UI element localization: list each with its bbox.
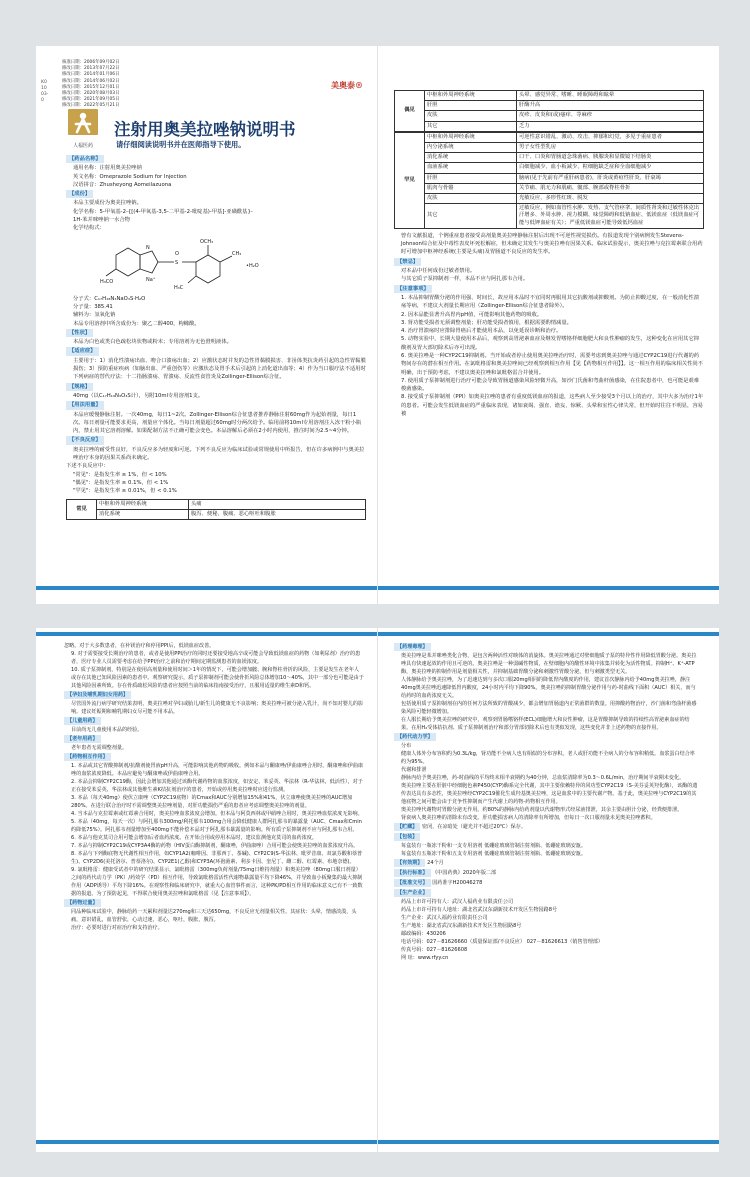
system-cell: 中枢和外周神经系统	[425, 91, 517, 101]
system-cell: 其它	[425, 204, 517, 229]
chem-label-water: •H₂O	[246, 262, 259, 269]
interaction-item: 1. 本品或其它胃酸抑制剂/抗酸剂使胃液pH升高，可能影响其他药物的吸收。例如本品与酮康唑/伊曲康唑合用时，酮康唑和伊曲康唑的血浆浓度降低。本品应避免与酮康唑或伊曲康唑合用。	[71, 763, 364, 777]
caution-line: 忽略。对于大多数患者，在补镁治疗和停用PPI后，低镁血症改善。	[64, 643, 215, 649]
chemical-structure-diagram	[96, 235, 296, 293]
revision-line: 修改日期：2021年09月05日	[62, 97, 120, 103]
section-heading: 【药品名称】	[66, 155, 104, 163]
freq-cell: 常见	[67, 499, 97, 519]
interaction-item: 5. 本品（40mg，每天一次）与阿扎那韦300mg/利托那韦100mg合用会降低健康人群阿扎那韦的暴露量（AUC、Cmax和Cmin约降低75%）。阿扎那韦剂量增加至400mg不能补偿本品对于阿扎那韦暴露量的影响。所有质子泵抑制剂不应与阿扎那韦合用。	[71, 819, 362, 833]
mfr-line: 药品上市许可持有人：武汉人福药业有限责任公司	[401, 899, 514, 905]
effect-cell: 光敏反应、多形性红斑、脱发	[517, 194, 704, 204]
section-heading: 【规格】	[66, 383, 93, 391]
page2-body	[394, 90, 704, 418]
mfr-line: 传真号码：027－81626608	[401, 947, 468, 953]
section-heading: 【儿童用药】	[64, 717, 101, 725]
table-row	[395, 153, 704, 163]
section-heading: 【贮藏】	[394, 823, 420, 831]
system-cell: 中枢和外周神经系统	[425, 132, 517, 142]
name-line: 汉语拼音：Zhusheyong Aomeilazuona	[73, 181, 172, 188]
formula-line: 辅料为：氢氧化钠	[73, 312, 116, 319]
section-heading: 【性状】	[66, 329, 93, 337]
ingredient-line: 本品主要成份为奥美拉唑钠。	[73, 200, 142, 207]
pk-item: 肾衰病人奥美拉唑的清除未有改变。肝功能损害病人的清除率有所增加，但每日一次口服剂量未见奥美拉唑蓄积。	[401, 815, 656, 821]
pharm-para: 在人服长期给予奥美拉唑的研究中，观察到胃肠嗜铬样(ECL)细胞增大和良性肿瘤，这是胃酸抑制导致的持续性高胃泌素血症的结果。在用H₂受体拮抗剂、质子泵抑制剂治疗和部分胃部切除术后也有类似发现，这些变化并非上述药物的直接作用。	[401, 717, 690, 731]
insert-panel-1	[36, 46, 377, 604]
pk-item: 奥美拉唑代谢物对胃酸分泌无作用。约80%的静脉内给药剂量以代谢物形式经尿液排泄，其余主要由胆汁分泌，经粪便排泄。	[401, 807, 683, 813]
ingredient-line: 1H-苯并咪唑钠一水合物	[73, 217, 130, 224]
table-row	[67, 509, 366, 519]
mfr-line: 药品上市许可持有人地址：湖北省武汉东湖新技术开发区生物园路8号	[401, 907, 558, 913]
chem-label-h3c: H₃C	[174, 284, 184, 291]
company-logo-text: 人福医药	[72, 143, 93, 149]
interaction-item: 7. 本品与抑制CYP2C19或CYP3A4酶的药物（HIV蛋白酶抑制剂，酮康唑，伊曲康唑）合用可能会使奥美拉唑的血浆浓度升高。	[71, 843, 359, 849]
pharm-para: 包括使用质子泵抑制剂在内的任何方法所致的胃酸减少，都会增加胃肠道内正常菌群的数量。用抑酸药物治疗，沙门菌和弯曲杆菌感染风险可能轻微增加。	[401, 701, 697, 715]
footer-band	[378, 586, 719, 590]
overdose-text: 同品种临床试验中，静脉给药一天累积剂量达270mg和三天达650mg，不良反应无剂量相关性。其症状：头晕，情感淡漠，头痛，意识错乱，血管舒张，心动过速，恶心，呕吐，腹胀，腹泻。	[71, 909, 357, 923]
effect-cell: 乏力	[517, 121, 704, 131]
adverse-table-rare	[394, 132, 704, 229]
chem-label-h3co: H₃CO	[100, 278, 114, 285]
pregnancy-text: 尽管国外流行病学研究结果表明，奥美拉唑对孕妇或胎儿/新生儿的健康无不良影响；奥美拉唑可被分泌入乳汁，尚不知对婴儿的影响。建议妊娠期和哺乳期妇女尽可能不用本品。	[71, 701, 364, 715]
contra-line: 与其它质子泵抑制剂一样，本品不应与阿扎那韦合用。	[401, 276, 529, 283]
page4-body	[394, 642, 699, 962]
system-cell: 皮肤	[425, 111, 517, 121]
brand-mark: 美奥泰®	[331, 80, 363, 90]
interaction-item: 8. 本品与下列酶底物无代谢性相互作用，如CYP1A2(咖啡因、非那西丁、茶碱)、CYP2C9(S-华法林、吡罗昔康、双氯芬酸和萘普生)、CYP2D6(美托洛尔、普萘洛尔)、CYP2E1(乙醇)和CYP3A(环孢菌素、利多卡因、奎尼丁、雌二醇、红霉素、布地奈德)。	[71, 851, 363, 865]
revision-line: 修改日期：2014年01月06日	[62, 72, 120, 78]
pk-item: 静脉内给予奥美拉唑，药-时曲线的平均终末相半衰期约为40分钟，总血浆清除率为0.3～0.6L/min，治疗期间半衰期未变化。	[401, 775, 685, 781]
system-cell: 其它	[425, 121, 517, 131]
table-row	[395, 143, 704, 153]
caution-item: 2. 因本品能显著升高胃内pH值，可能影响其他药物的吸收。	[401, 311, 543, 318]
table-row	[395, 132, 704, 142]
pharm-para: 奥美拉唑是苯并咪唑类化合物，是包含两种活性对映体的消旋体。奥美拉唑通过对壁细胞质子泵的特异性作用降低胃酸分泌。奥美拉唑具有快速起效的作用且可逆的。奥美拉唑是一种弱碱性物质，在壁细胞内的酸性环境中浓集并转化为活性物质。抑制H⁺、K⁺-ATP酶，奥美拉唑的抑制作用是剂量相关性，并抑制基础胃酸分泌和刺激性胃酸分泌，但与刺激类型无关。	[401, 653, 697, 675]
person-logo-icon	[66, 108, 100, 138]
pyridine-ring	[196, 255, 220, 283]
pk-item: 代谢和排泄	[401, 767, 427, 773]
section-heading: 【生产企业】	[394, 889, 431, 897]
table-row	[395, 91, 704, 101]
revision-line: 核准日期：2006年09月02日	[62, 60, 120, 65]
ingredient-line: 化学结构式：	[73, 225, 105, 232]
pack-line: 每盒装有五瓶冻干粉和五支专用溶剂 低硼硅玻璃管制注射剂瓶、低硼硅玻璃安瓿。	[401, 851, 586, 857]
system-cell: 肌肉与骨骼	[425, 183, 517, 193]
effect-cell: 肝酶升高	[517, 101, 704, 111]
caution-item: 5. 动物实验中，长期大量使用本品后，观察到高胃泌素血症及继发胃嗜铬样细胞肥大和良性肿瘤的发生，这种变化在应用其它抑酸剂及胃大部切除术后亦可出现。	[401, 336, 700, 351]
effect-cell: 过敏反应，例如血管性水肿、发热、支气管痉挛、间质性肾炎和过敏性休克出汗增多、外周水肿、视力模糊、味觉障碍和低钠血症、低镁血症（低镁血症可能与低钾血症有关）；严重低镁血症可能导致低钙血症	[517, 204, 704, 229]
mfr-line: 邮政编码：430206	[401, 931, 446, 937]
mfr-line: 生产地址：湖北省武汉东湖新技术开发区生物园路8号	[401, 923, 522, 929]
system-cell: 血液系统	[425, 163, 517, 173]
usage-text: 本品应缓慢静脉注射。一次40mg，每日1~2次。Zollinger-Ellison综合征患者推荐静脉注射60mg作为起始剂量，每日1次。每日剂量可能要求更高，剂量应个体化。当每日剂量超过60mg时分两次给予。临用前将10ml专用溶剂注入冻干粉小瓶内，禁止用其它溶剂溶解。如果配制方法不正确可能会变色。本品溶解后必须在2小时内使用，推注时间为2.5~4分钟。	[73, 411, 362, 435]
table-row	[395, 194, 704, 204]
section-heading: 【孕妇及哺乳期妇女用药】	[64, 691, 131, 699]
benzene-ring	[116, 248, 140, 276]
pk-item: 健康人体外分布容积约为0.3L/kg，肾功能不全病人也有相似的分布容积。老人或肝功能不全病人的分布容积稍低。血浆蛋白结合率约为95%。	[401, 751, 695, 765]
mfr-line: 网 址：www.rfyy.cn	[401, 955, 449, 961]
spec-text: 40mg（以C₁₇H₁₉N₃O₃S计），另附10ml专用溶剂1支。	[73, 392, 204, 399]
revision-line: 修改日期：2015年12月01日	[62, 84, 120, 90]
system-cell: 肝胆	[425, 173, 517, 183]
section-heading: 【药物过量】	[64, 899, 101, 907]
pk-item: 分布	[401, 743, 412, 749]
mfr-line: 生产企业：武汉人福药业有限责任公司	[401, 915, 488, 921]
section-heading: 【适应症】	[66, 347, 99, 355]
table-row	[395, 173, 704, 183]
system-cell: 中枢和外周神经系统	[97, 499, 189, 509]
formula-lines	[66, 295, 366, 328]
after-table-text: 曾有文献报道，个例重症患者接受高剂量奥美拉唑静脉注射后出现不可逆性视觉损伤。有报道发现个别病例发生Stevens-Johnson综合征及中毒性表皮坏死松解症，但未确定其发生与奥美拉唑有因果关系。临床试验提示，奥美拉唑与克拉霉素联合用药时可增加中枢神经系统(主要是头痛)及胃肠道不良反应的发生率。	[401, 232, 703, 256]
section-heading: 【药代动力学】	[394, 733, 436, 741]
name-line: 通用名称：注射用奥美拉唑钠	[73, 165, 142, 172]
effect-cell: 关节痛、肌无力和肌痛，髋部、腕部或脊柱骨折	[517, 183, 704, 193]
system-cell: 消化系统	[97, 509, 189, 519]
insert-panel-2	[378, 46, 719, 604]
effect-cell: 脑病(见于先前有严重肝病患者)，肝炎或黄疸性肝炎、肝衰竭	[517, 173, 704, 183]
name-lines	[66, 164, 366, 189]
effect-cell: 男子女性型乳房	[517, 143, 704, 153]
page1-body	[66, 154, 366, 520]
interaction-item: 6. 本品与他克莫司合用可能会增加后者血药浓度。在开始合用或停用本品时，建议监测他克莫司的血药浓度。	[71, 835, 317, 841]
chem-label-o: O	[175, 250, 179, 257]
section-heading: 【执行标准】	[394, 869, 431, 877]
storage-text: 密闭，在凉暗处（避光并不超过20℃）保存。	[422, 824, 526, 830]
header-band	[378, 632, 719, 636]
adverse-text: 奥美拉唑的耐受性良好，不良反应多为轻度和可逆。下列不良反应为临床试验或常规使用中所报告，但在许多病例中与奥美拉唑治疗本身的因果关系尚未确定。	[73, 446, 365, 462]
footer-band	[36, 586, 377, 590]
table-row	[395, 204, 704, 229]
effect-cell: 口干、口炎和胃肠道念珠菌病、胰腺炎和显微镜下结肠炎	[517, 153, 704, 163]
elder-text: 老年患者无需调整剂量。	[71, 745, 128, 751]
page3-body	[64, 642, 364, 932]
caution-item: 4. 治疗胃溃疡时应排除胃癌后才能使用本品，以免延误诊断和治疗。	[401, 328, 562, 335]
effect-cell: 白细胞减少、血小板减少、粒细胞缺乏症和全血细胞减少	[517, 163, 704, 173]
props-text: 本品为白色或类白色疏松块状物或粉末；专用溶剂为无色澄明液体。	[73, 339, 232, 346]
system-cell: 肝胆	[425, 101, 517, 111]
freq-line: "常见"：是指发生率 ≥ 1%，但 < 10%	[73, 471, 167, 478]
chem-label-n: N	[146, 244, 150, 251]
revision-line: 修改日期：2013年07月22日	[62, 66, 120, 72]
section-heading: 【用法用量】	[66, 401, 104, 409]
caution-item: 3. 肾功能受损者无须调整剂量；肝功能受损者慎用，根据需要酌情减量。	[401, 319, 572, 326]
caution-line: 10. 质子泵抑制剂，特别是在使用高剂量和使用时间＞1年的情况下，可能会增加髋、腕和脊柱骨折的风险，主要是发生在老年人或存在其他已知风险因素的患者中。观察研究提示，质子泵抑制剂可能会使骨折风险总体增加10～40%，其中一部分也可能是由于其他风险因素所致。存在骨质疏松风险的患者应按照当前的临床指南接受治疗，且服用适量的维生素D和钙。	[71, 667, 364, 689]
company-logo	[66, 108, 100, 148]
standard-text: 《中国药典》2020年版二部	[432, 870, 497, 876]
section-heading: 【注意事项】	[394, 285, 432, 293]
system-cell: 内分泌系统	[425, 143, 517, 153]
contra-line: 对本品中任何成份过敏者禁用。	[401, 268, 476, 275]
chem-label-na: Na⁺	[146, 276, 156, 283]
table-row	[395, 163, 704, 173]
effect-cell: 腹泻、便秘、腹痛、恶心呕吐和腹胀	[189, 509, 366, 519]
imidazole-ring	[140, 251, 158, 273]
system-cell: 皮肤	[425, 194, 517, 204]
insert-panel-4	[378, 628, 719, 1152]
section-heading: 【药物相互作用】	[64, 753, 111, 761]
formula-line: 分子式：C₁₇H₁₈N₃NaO₃S·H₂O	[73, 295, 146, 302]
freq-intro: 下述不良反应中：	[66, 463, 109, 470]
ingredient-lines	[66, 199, 366, 232]
caution-line: 9. 对于需要接受长期治疗的患者，或者是使用PPI治疗的同时还要接受地高辛或可能会导致低镁血症的药物（如利尿剂）治疗的患者，医疗专业人员需要考虑在给予PPI治疗之前和治疗期间定期监测患者的血镁浓度。	[71, 651, 361, 665]
formula-line: 分子量：385.41	[73, 303, 113, 310]
chem-label-s: S	[175, 259, 179, 266]
revision-line: 修改日期：2020年08月03日	[62, 91, 120, 97]
interaction-item: 9. 氯吡格雷：健康受试者中的研究结果显示，氯吡格雷（300mg负荷剂量/75mg日维持剂量）和奥美拉唑（80mg口服日剂量）之间的药代动力学（PK）/药效学（PD）相互作用，导致氯吡格雷活性代谢物暴露量平均下降46%，并导致血小板聚集的最大抑制作用（ADP诱导）平均下降16%。在观察性和临床研究中，就重大心血管事件而言，这种PK/PD相互作用的临床意义已有不一致数据的报道。为了预防起见，不得联合使用奥美拉唑和氯吡格雷（见【注意事项】）。	[71, 867, 363, 897]
system-cell: 消化系统	[425, 153, 517, 163]
freq-cell: 偶见	[395, 91, 425, 132]
footer-band	[378, 1140, 719, 1144]
section-heading: 【老年用药】	[64, 735, 101, 743]
mfr-line: 电话号码：027－81626660（质量保证部/不良反应） 027－81626613（销售管理部）	[401, 939, 603, 945]
revision-line: 修改日期：2022年05月21日	[62, 103, 120, 109]
vertical-code: K01003-0	[41, 80, 49, 103]
interaction-item: 4. 当本品与克拉霉素或红霉素合用时，奥美拉唑血浆浓度会增加。但本品与阿莫西林或甲硝唑合用时，奥美拉唑血浆浓度无影响。	[71, 811, 363, 817]
section-heading: 【包装】	[394, 833, 420, 841]
effect-cell: 头痛	[189, 499, 366, 509]
section-heading: 【不良反应】	[66, 436, 104, 444]
freq-cell: 罕见	[395, 132, 425, 228]
section-heading: 【批准文号】	[394, 879, 431, 887]
revision-dates	[62, 60, 119, 110]
freq-line: "罕见"：是指发生率 ≥ 0.01%，但 < 0.1%	[73, 488, 177, 495]
name-line: 英文名称：Omeprazole Sodium for Injection	[73, 173, 187, 180]
section-heading: 【药理毒理】	[394, 643, 431, 651]
ingredient-line: 化学名称：5-甲氧基-2-{[(4-甲氧基-3,5-二甲基-2-吡啶基)-甲基]-亚磺酰基}-	[73, 208, 253, 215]
pack-line: 每盒装有一瓶冻干粉和一支专用溶剂 低硼硅玻璃管制注射剂瓶、低硼硅玻璃安瓿。	[401, 843, 586, 849]
table-row	[395, 111, 704, 121]
header-band	[36, 632, 377, 636]
section-heading: 【禁忌】	[394, 258, 421, 266]
pk-item: 奥美拉唑主要在肝脏中经细胞色素P450(CYP)酶系完全代谢，其中主要依赖特异的同功型CYP2C19（S-美芬妥英羟化酶），该酶的遗传表达具有多态性，奥美拉唑经CYP2C19催化生成羟基奥美拉唑，这是血浆中的主要代谢产物。基于此，奥美拉唑与CYP2C19的其他底物之间可能会由于竞争性抑制而产生代谢上的药物-药物相互作用。	[401, 783, 698, 805]
caution-item: 8. 接受质子泵抑制剂（PPI）如奥美拉唑的患者有重度低镁血症的报道，这些病人至少接受3个月以上的治疗，其中大多为治疗1年的患者。可能会发生低镁血症的严重临床表现，诸如衰竭、强直、谵妄、惊厥、头晕和室性心律失常，但开始时往往不明显，容易被	[401, 394, 704, 418]
document-subtitle: 请仔细阅读说明书并在医师指导下使用。	[116, 140, 246, 149]
formula-line: 本品专用溶剂中所含成份为：聚乙二醇400，枸橼酸。	[73, 320, 200, 327]
approval-text: 国药准字H20046278	[432, 880, 483, 886]
revision-line: 修改日期：2014年06月02日	[62, 78, 120, 84]
chem-label-ch3: CH₃	[232, 250, 242, 257]
table-row	[395, 183, 704, 193]
overdose-text: 治疗：必要时进行对症治疗和支持治疗。	[71, 925, 163, 931]
effect-cell: 可逆性意识错乱、激动、攻击、抑郁和幻觉，多见于重症患者	[517, 132, 704, 142]
chem-label-och3: OCH₃	[200, 238, 214, 245]
child-text: 目前尚无儿童使用本品的经验。	[71, 727, 143, 733]
table-row	[67, 499, 366, 509]
caution-item: 1. 本品抑制胃酸分泌的作用强、时间长，故应用本品时不宜同时再服用其它抗酸剂或抑酸剂。为防止抑酸过度，在一般消化性溃疡等病，不建议大剂量长期应用（Zollinger-Ellison综合征患者除外）。	[401, 294, 700, 310]
pharm-para: 人体静脉给予奥美拉唑，为了迅速达到与多次口服20mg相同的降低胃内酸度的作用，建议首次静脉内给予40mg奥美拉唑，静注40mg奥美拉唑迅速降低胃内酸度，24小时内平均下降90%。奥美拉唑的抑制胃酸分泌作用与药-时曲线下面积（AUC）相关，而与给药时的血药浓度无关。	[401, 677, 696, 699]
effect-cell: 皮疹、皮炎和(或)瘙痒、荨麻疹	[517, 111, 704, 121]
interaction-item: 2. 本品会抑制CYP2C19酶，因此会增加其他通过该酶代谢药物的血浆浓度，如安定、苯妥英、华法林（R-华法林，低活性），对于正在接受苯妥英、华法林或其他维生素K拮抗剂治疗的患者，开始或停用奥美拉唑时应进行监测。	[71, 779, 363, 793]
section-heading: 【成份】	[66, 190, 93, 198]
footer-band	[36, 1140, 377, 1144]
caution-item: 6. 奥美拉唑是一种CYP2C19抑制剂。当开始或者停止使用奥美拉唑治疗时，需要考虑到奥美拉唑与通过CYP2C19进行代谢的药物间存在的潜在相互作用。在氯吡格雷和奥美拉唑间已经观察到相互作用【见【药物相互作用】】。这一相互作用的临床相关性尚不明确，出于预防考虑，不建议奥美拉唑和氯吡格雷合并使用。	[401, 353, 703, 376]
table-row	[395, 121, 704, 131]
adverse-table-common	[66, 499, 366, 520]
table-row	[395, 101, 704, 111]
validity-text: 24个月	[427, 860, 444, 866]
insert-panel-3	[36, 628, 377, 1152]
document-title: 注射用奥美拉唑钠说明书	[114, 120, 296, 139]
freq-line: "偶见"：是指发生率 ≥ 0.1%，但 < 1%	[73, 479, 169, 486]
indications-text: 主要用于：1）消化性溃疡出血、吻合口溃疡出血；2）应激状态时并发的急性胃黏膜损害、非甾体类抗炎药引起的急性胃黏膜损伤；3）预防重症疾病（如脑出血、严重创伤等）应激状态及胃手术后引起的上消化道出血等；4）作为当口服疗法不适用时下列病症的替代疗法：十二指肠溃疡、胃溃疡、反流性食管炎及Zollinger-Ellison综合征。	[73, 357, 366, 381]
adverse-table-occasional	[394, 90, 704, 132]
section-heading: 【有效期】	[394, 859, 425, 867]
caution-item: 7. 使用质子泵抑制剂进行治疗可能会导致胃肠道感染风险轻微升高，如沙门氏菌和弯曲杆菌感染，在住院患者中，也可能是艰难梭菌感染。	[401, 377, 700, 393]
effect-cell: 头晕、感觉异常、嗜睡、睡眠障碍和眩晕	[517, 91, 704, 101]
interaction-item: 3. 本品（每天40mg）使伏立康唑（CYP2C19底物）的Cmax和AUC分别增加15%和41%，伏立康唑使奥美拉唑的AUC增加280%。在进行联合治疗时不需调整奥美拉唑剂量，对肝功能损伤严重的患者应考虑调整奥美拉唑的剂量。	[71, 795, 353, 809]
